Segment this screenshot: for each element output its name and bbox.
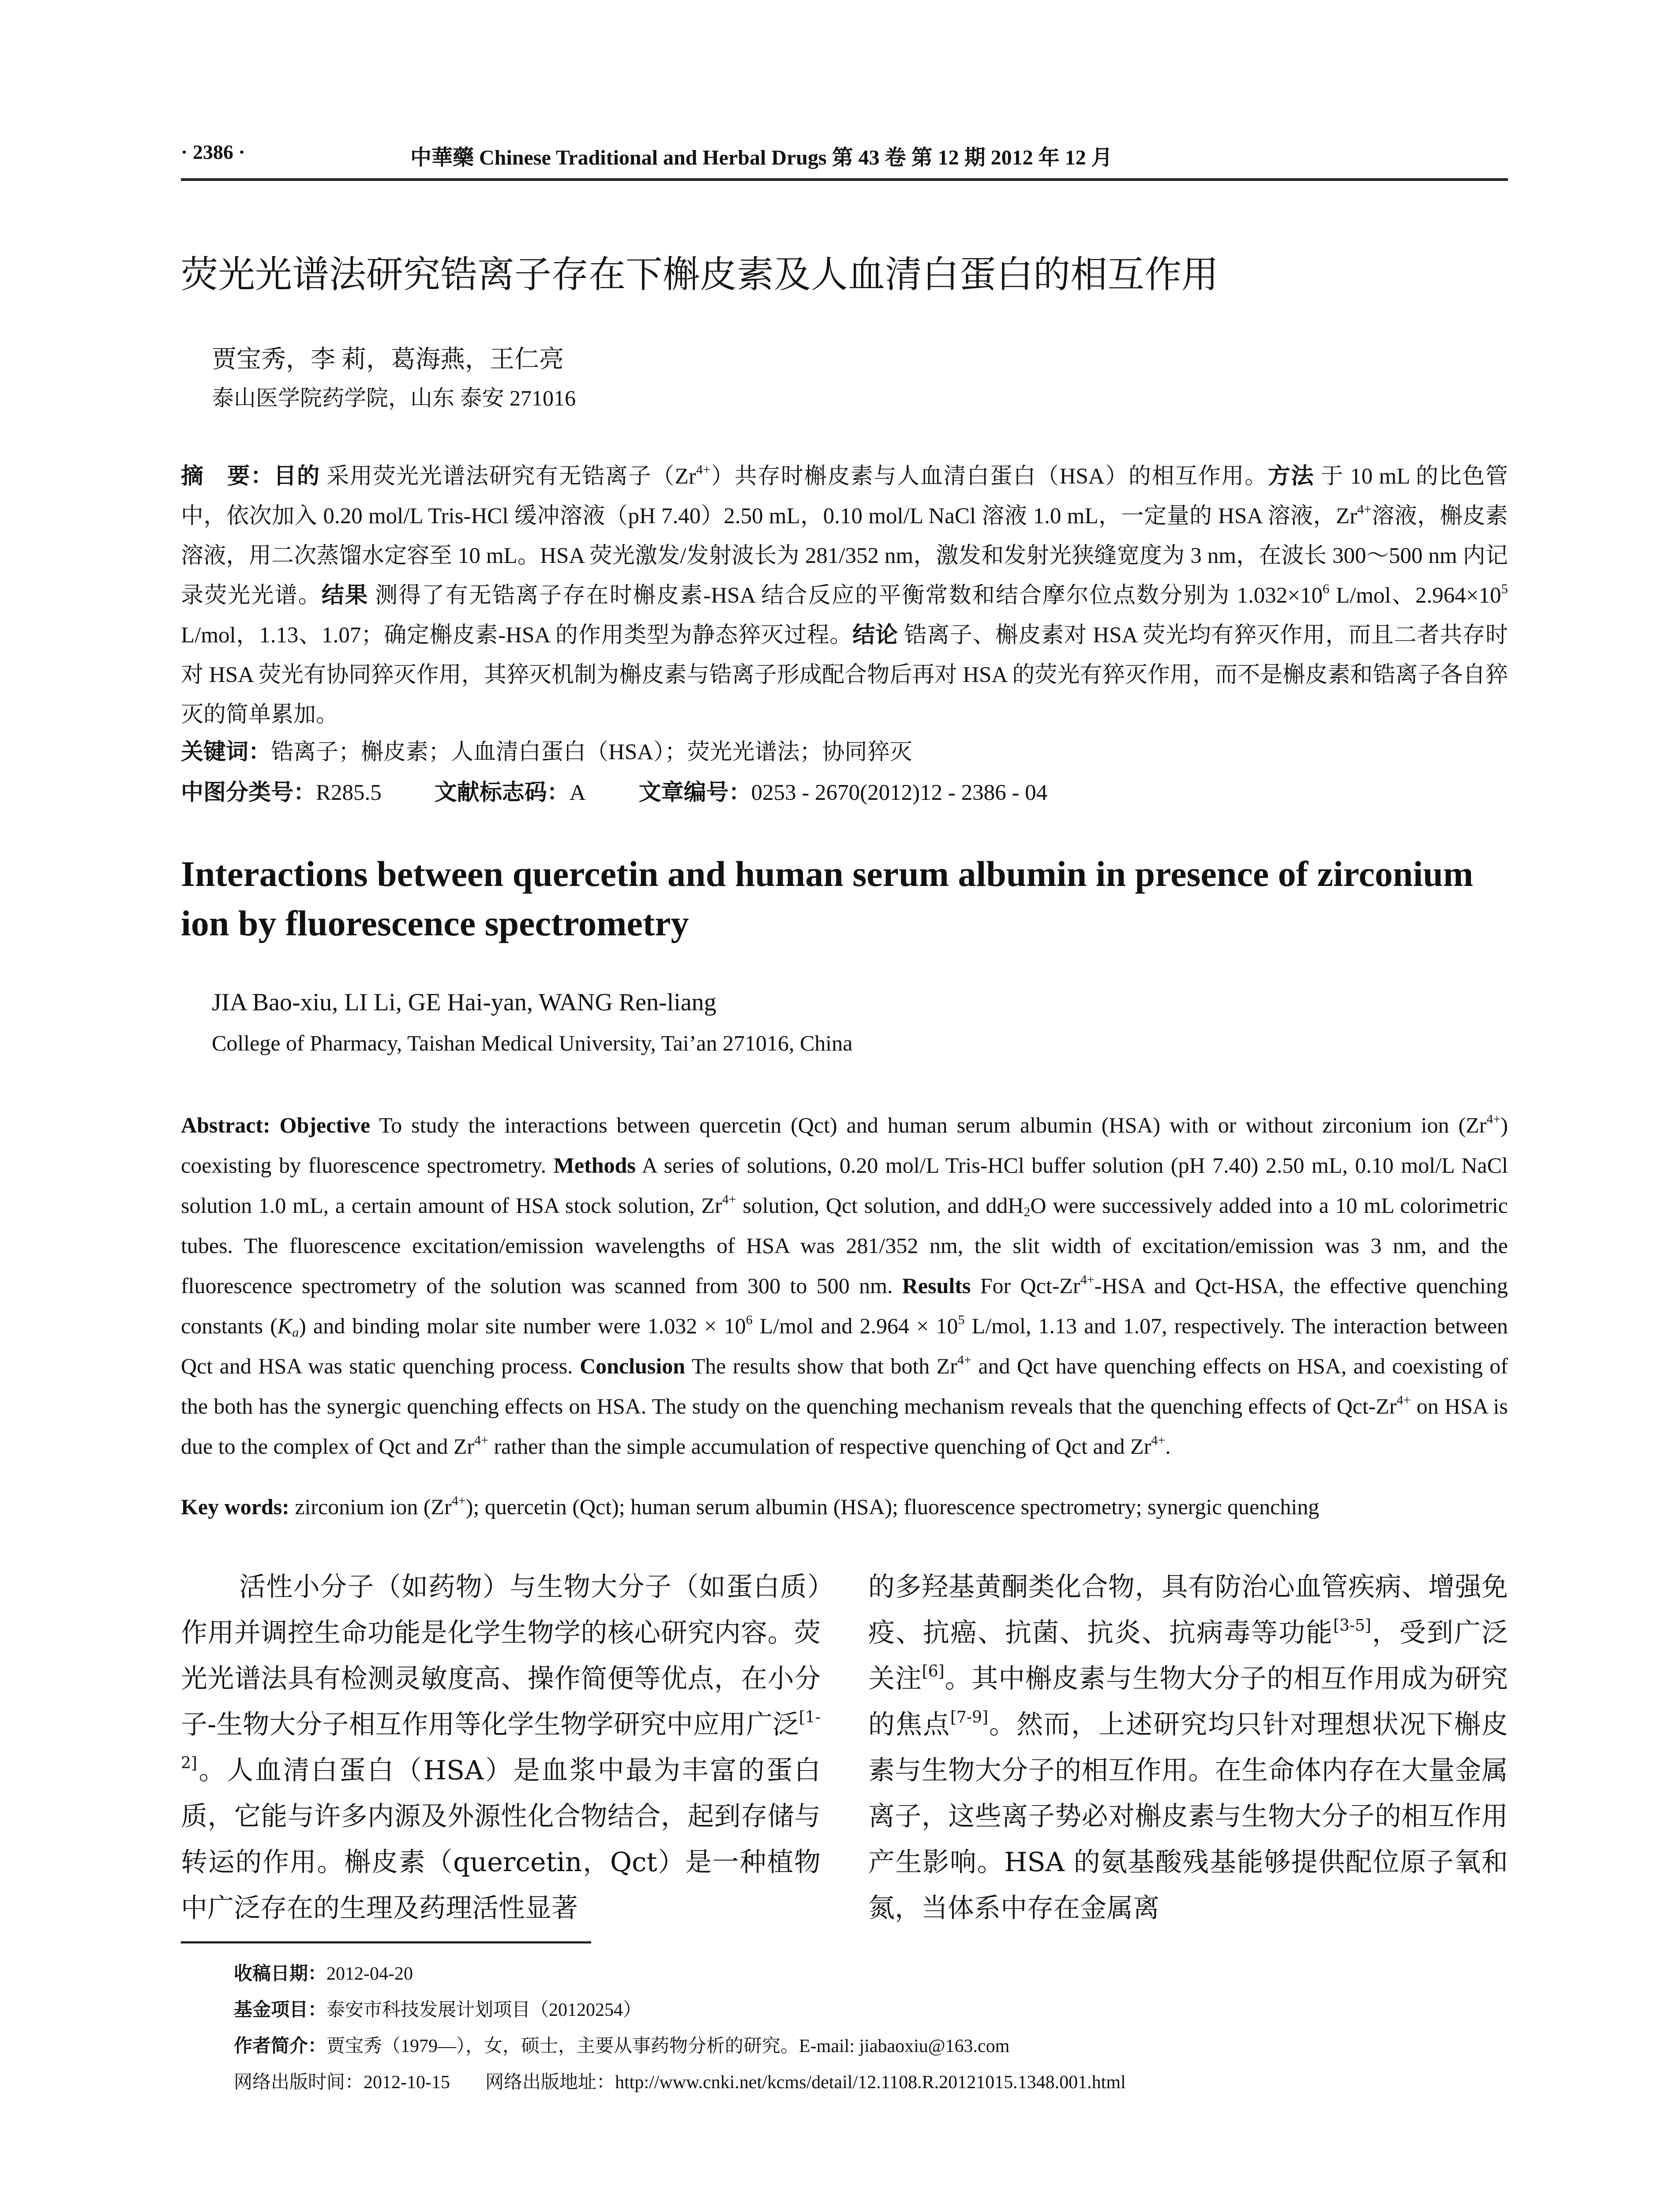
superscript: 4+ — [957, 1353, 971, 1367]
en-abstract — [181, 1105, 1508, 1467]
subscript: 2 — [1024, 1204, 1031, 1219]
body-text: 。其中槲皮素与生物大分子的相互作用成为研究的焦点 — [868, 1663, 1508, 1740]
footnote-value: 2012-04-20 — [326, 1964, 413, 1984]
en-conclusion-label: Conclusion — [580, 1354, 686, 1378]
cn-objective-label: 目的 — [274, 463, 320, 489]
citation: [3-5] — [1333, 1616, 1372, 1635]
body-text: 活性小分子（如药物）与生物大分子（如蛋白质）作用并调控生命功能是化学生物学的核心研究内容。荧光光谱法具有检测灵敏度高、操作简便等优点，在小分子-生物大分子相互作用等化学生物学研究中应用广泛 — [181, 1572, 821, 1740]
superscript: 4+ — [722, 1192, 736, 1207]
footnote-label: 作者简介： — [234, 2035, 327, 2056]
en-methods-label: Methods — [553, 1153, 636, 1178]
footnote-label: 基金项目： — [234, 1999, 327, 2020]
cn-methods-text: 溶液，槲皮素溶液，用二次蒸馏水定容至 10 mL。HSA 荧光激发/发射波长为 281/352 nm，激发和发射光狭缝宽度为 3 nm，在波长 300～500 nm 内记录荧光光谱。 — [181, 504, 1508, 608]
article-no-label: 文章编号： — [638, 780, 751, 806]
en-objective-text: ) coexisting by fluorescence spectrometry. — [181, 1113, 1508, 1178]
footnote-url: http://www.cnki.net/kcms/detail/12.1108.R.20121015.1348.001.html — [615, 2072, 1126, 2093]
doc-code-label: 文献标志码： — [434, 780, 570, 806]
body-column-left — [181, 1564, 821, 1931]
ka-subscript: a — [292, 1325, 299, 1340]
en-methods-text: O were successively added into a 10 mL colorimetric tubes. The fluorescence excitation/emission wavelengths of HSA was 281/352 nm, the slit width of excitation/emission was 3 nm, and the fluorescence spectrometry of the solution was scanned from 300 to 500 nm. — [181, 1193, 1508, 1298]
cn-methods-label: 方法 — [1268, 463, 1314, 489]
cn-keywords-label: 关键词： — [181, 739, 271, 765]
cn-abstract — [181, 457, 1508, 735]
superscript: 5 — [958, 1313, 965, 1327]
citation: [7-9] — [950, 1708, 989, 1726]
cn-keywords-text: 锆离子；槲皮素；人血清白蛋白（HSA）；荧光光谱法；协同猝灭 — [271, 740, 912, 765]
en-abstract-label: Abstract: — [181, 1113, 270, 1137]
cn-objective-text: ）共存时槲皮素与人血清白蛋白（HSA）的相互作用。 — [710, 464, 1268, 489]
en-methods-text: solution, Qct solution, and ddH — [736, 1193, 1024, 1218]
superscript: 4+ — [1357, 502, 1372, 517]
en-article-title: Interactions between quercetin and human serum albumin in presence of zirconium ion by fluorescence spectrometry — [181, 854, 1474, 943]
en-results-text: -HSA and Qct-HSA, the effective quenching constants ( — [181, 1273, 1508, 1338]
body-text: 。然而，上述研究均只针对理想状况下槲皮素与生物大分子的相互作用。在生命体内存在大量金属离子，这些离子势必对槲皮素与生物大分子的相互作用产生影响。HSA 的氨基酸残基能够提供配位原子氧和氮，当体系中存在金属离 — [868, 1709, 1508, 1924]
clc-label: 中图分类号： — [181, 780, 316, 806]
footnote-online — [234, 2067, 1126, 2094]
superscript: 5 — [1501, 581, 1508, 597]
doc-code-value: A — [569, 780, 586, 805]
footnote-label: 收稿日期： — [234, 1962, 327, 1984]
en-conclusion-text: . — [1165, 1434, 1171, 1459]
cn-affiliation: 泰山医学院药学院，山东 泰安 271016 — [212, 386, 576, 410]
article-no-value: 0253 - 2670(2012)12 - 2386 - 04 — [751, 780, 1048, 805]
en-results-text: L/mol, 1.13 and 1.07, respectively. The interaction between Qct and HSA was static quenching process. — [181, 1313, 1508, 1378]
footnote-divider — [181, 1941, 591, 1943]
footnote-fund — [234, 1995, 641, 2022]
running-header — [181, 140, 1508, 181]
clc-value: R285.5 — [316, 780, 382, 805]
en-methods-text: A series of solutions, 0.20 mol/L Tris-HCl buffer solution (pH 7.40) 2.50 mL, 0.10 mol/L NaCl solution 1.0 mL, a certain amount of HSA stock solution, Zr — [181, 1153, 1508, 1218]
cn-results-text: L/mol，1.13、1.07；确定槲皮素-HSA 的作用类型为静态猝灭过程。 — [181, 623, 853, 648]
en-affiliation: College of Pharmacy, Taishan Medical University, Tai’an 271016, China — [212, 1031, 853, 1055]
superscript: 4+ — [1396, 1393, 1411, 1407]
body-column-right — [868, 1564, 1508, 1931]
en-conclusion-text: rather than the simple accumulation of respective quenching of Qct and Zr — [488, 1434, 1151, 1459]
body-text: 。人血清白蛋白（HSA）是血浆中最为丰富的蛋白质，它能与许多内源及外源性化合物结合，起到存储与转运的作用。槲皮素（quercetin，Qct）是一种植物中广泛存在的生理及药理活性显著 — [181, 1755, 821, 1924]
superscript: 4+ — [451, 1493, 466, 1508]
page-number: · 2386 · — [181, 141, 245, 163]
en-keywords-text: zirconium ion (Zr — [289, 1494, 452, 1519]
superscript: 4+ — [1080, 1272, 1095, 1287]
citation: [6] — [922, 1662, 945, 1681]
superscript: 6 — [1322, 581, 1330, 597]
en-keywords — [181, 1487, 1508, 1527]
cn-results-text: 测得了有无锆离子存在时槲皮素-HSA 结合反应的平衡常数和结合摩尔位点数分别为 1.032×10 — [368, 583, 1323, 608]
en-conclusion-text: The results show that both Zr — [685, 1354, 957, 1378]
superscript: 6 — [746, 1313, 753, 1327]
superscript: 4+ — [696, 462, 711, 477]
en-results-label: Results — [902, 1273, 971, 1298]
cn-abstract-label: 摘 要： — [181, 463, 274, 489]
superscript: 4+ — [1486, 1112, 1501, 1126]
cn-conclusion-text: 锆离子、槲皮素对 HSA 荧光均有猝灭作用，而且二者共存时对 HSA 荧光有协同猝灭作用，其猝灭机制为槲皮素与锆离子形成配合物后再对 HSA 的荧光有猝灭作用，而不是槲皮素和锆离子各自猝灭的简单累加。 — [181, 623, 1508, 727]
superscript: 4+ — [474, 1433, 488, 1448]
citation: [1-2] — [181, 1708, 821, 1772]
en-conclusion-text: on HSA is due to the complex of Qct and Zr — [181, 1394, 1508, 1459]
cn-classification — [181, 773, 1508, 813]
en-conclusion-text: and Qct have quenching effects on HSA, and coexisting of the both has the synergic quenching effects on HSA. The study on the quenching mechanism reveals that the quenching effects of Qct-Zr — [181, 1354, 1508, 1418]
en-keywords-text: ); quercetin (Qct); human serum albumin (HSA); fluorescence spectrometry; synergic quenching — [465, 1494, 1320, 1519]
cn-results-text: L/mol、2.964×10 — [1329, 583, 1501, 608]
footnote-value: 贾宝秀（1979—），女，硕士，主要从事药物分析的研究。E-mail: jiabaoxiu@163.com — [326, 2036, 1010, 2056]
body-text: ，受到广泛关注 — [868, 1617, 1508, 1694]
en-results-text: L/mol and 2.964 × 10 — [752, 1313, 958, 1338]
journal-info: 中華藥 Chinese Traditional and Herbal Drugs 第 43 卷 第 12 期 2012 年 12 月 — [410, 146, 1113, 169]
footnote-label: 网络出版地址： — [485, 2072, 615, 2093]
cn-conclusion-label: 结论 — [852, 622, 898, 648]
en-authors: JIA Bao-xiu, LI Li, GE Hai-yan, WANG Ren-liang — [212, 989, 716, 1016]
footnote-received — [234, 1959, 413, 1985]
body-text: 的多羟基黄酮类化合物，具有防治心血管疾病、增强免疫、抗癌、抗菌、抗炎、抗病毒等功能 — [868, 1572, 1508, 1648]
footnote-value: 2012-10-15 — [364, 2072, 450, 2093]
footnote-label: 网络出版时间： — [234, 2072, 364, 2093]
footnote-author — [234, 2031, 1009, 2058]
footnote-value: 泰安市科技发展计划项目（20120254） — [326, 2000, 642, 2020]
cn-methods-text: 于 10 mL 的比色管中，依次加入 0.20 mol/L Tris-HCl 缓冲溶液（pH 7.40）2.50 mL，0.10 mol/L NaCl 溶液 1.0 mL，一定量的 HSA 溶液，Zr — [181, 464, 1508, 529]
en-keywords-label: Key words: — [181, 1494, 289, 1519]
en-results-text: For Qct-Zr — [971, 1273, 1080, 1298]
ka-symbol: K — [277, 1313, 292, 1338]
cn-authors: 贾宝秀，李 莉，葛海燕，王仁亮 — [212, 346, 564, 373]
superscript: 4+ — [1151, 1433, 1166, 1448]
en-objective-text: To study the interactions between quercetin (Qct) and human serum albumin (HSA) with or without zirconium ion (Zr — [370, 1113, 1487, 1137]
en-objective-label: Objective — [279, 1113, 371, 1137]
en-results-text: ) and binding molar site number were 1.032 × 10 — [299, 1313, 746, 1338]
cn-results-label: 结果 — [321, 582, 369, 608]
cn-article-title: 荧光光谱法研究锆离子存在下槲皮素及人血清白蛋白的相互作用 — [181, 253, 1219, 296]
cn-keywords — [181, 732, 1508, 772]
cn-objective-text: 采用荧光光谱法研究有无锆离子（Zr — [320, 464, 696, 489]
